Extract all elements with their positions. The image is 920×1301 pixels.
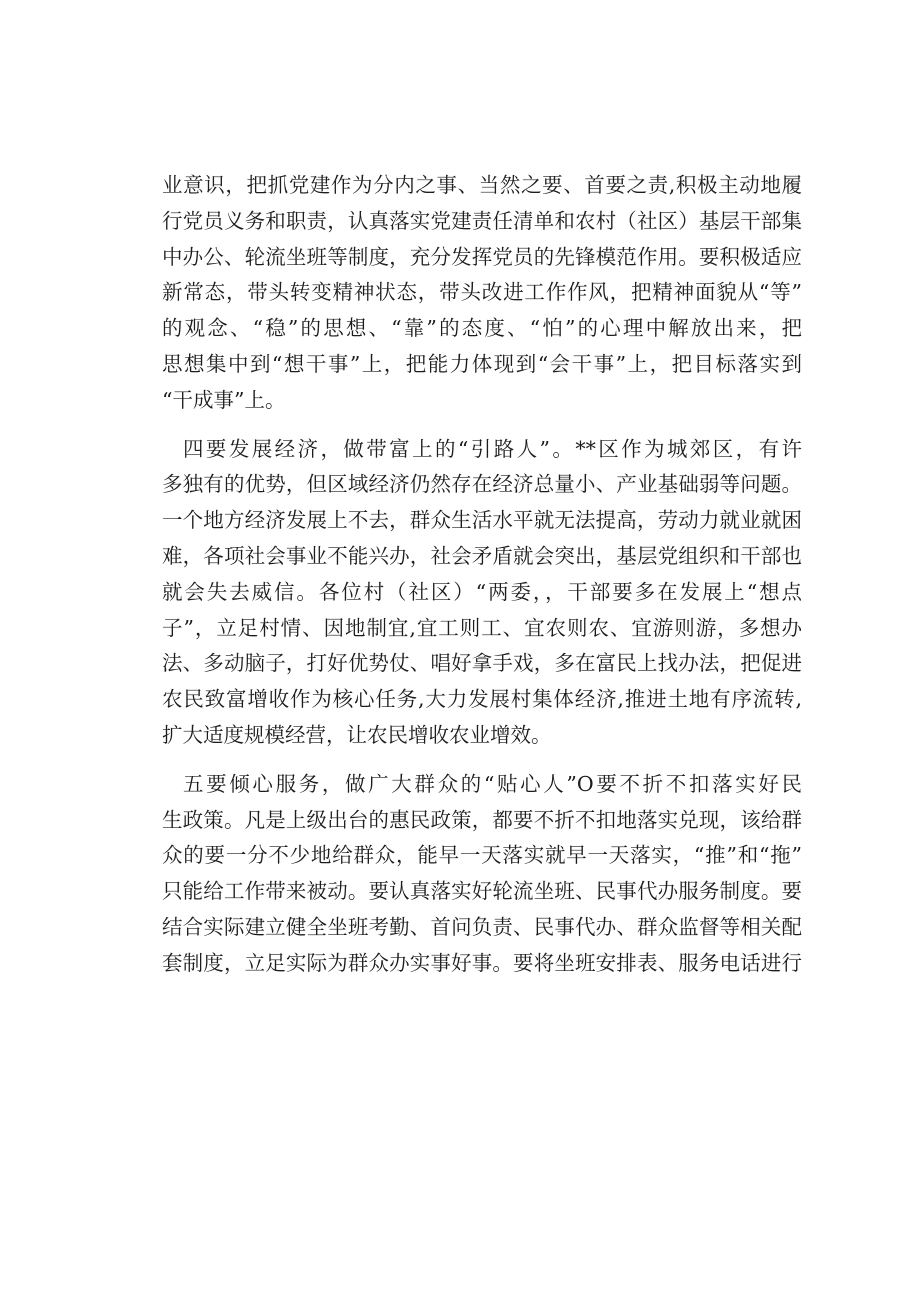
text-line: 只能给工作带来被动。要认真落实好轮流坐班、民事代办服务制度。要: [162, 879, 802, 904]
text-line: 扩大适度规模经营，让农民增收农业增效。: [162, 722, 552, 747]
text-line: 子”，立足村情、因地制宜,宜工则工、宜农则农、宜游则游，多想办: [162, 615, 802, 640]
paragraph-1: [162, 168, 802, 419]
text-line: 结合实际建立健全坐班考勤、首问负责、民事代办、群众监督等相关配: [162, 914, 802, 939]
paragraph-spacer: [162, 754, 802, 767]
text-line: 生政策。凡是上级出台的惠民政策，都要不折不扣地落实兑现，该给群: [162, 807, 802, 832]
paragraph-3: [162, 767, 802, 982]
text-line: 业意识，把抓党建作为分内之事、当然之要、首要之责,积极主动地履: [162, 173, 802, 197]
text-line: 四要发展经济，做带富上的“引路人”。**区作为城郊区，有许: [183, 436, 802, 461]
text-line: 五要倾心服务，做广大群众的“贴心人”O要不折不扣落实好民: [183, 771, 802, 796]
text-line: 众的要一分不少地给群众，能早一天落实就早一天落实，“推”和“拖”: [162, 843, 802, 868]
text-line: 的观念、“稳”的思想、“靠”的态度、“怕”的心理中解放出来，把: [162, 316, 802, 341]
text-line: 中办公、轮流坐班等制度，充分发挥党员的先锋模范作用。要积极适应: [162, 244, 802, 269]
paragraph-2: [162, 432, 802, 754]
text-line: 套制度，立足实际为群众办实事好事。要将坐班安排表、服务电话进行: [162, 950, 802, 975]
text-line: 新常态，带头转变精神状态，带头改进工作作风，把精神面貌从“等”: [162, 280, 802, 305]
text-line: 一个地方经济发展上不去，群众生活水平就无法提高，劳动力就业就困: [162, 508, 802, 533]
document-body: [162, 168, 802, 982]
text-line: 难，各项社会事业不能兴办，社会矛盾就会突出，基层党组织和干部也: [162, 543, 802, 568]
text-line: “干成事”上。: [162, 387, 286, 412]
text-line: 行党员义务和职责，认真落实党建责任清单和农村（社区）基层干部集: [162, 208, 802, 233]
text-line: 农民致富增收作为核心任务,大力发展村集体经济,推进土地有序流转,: [162, 687, 802, 712]
text-line: 多独有的优势，但区域经济仍然存在经济总量小、产业基础弱等问题。: [162, 472, 802, 497]
text-line: 法、多动脑子，打好优势仗、唱好拿手戏，多在富民上找办法，把促进: [162, 651, 802, 676]
text-line: 思想集中到“想干事”上，把能力体现到“会干事”上，把目标落实到: [162, 351, 802, 376]
text-line: 就会失去威信。各位村（社区）“两委，，干部要多在发展上“想点: [162, 579, 802, 604]
paragraph-spacer: [162, 419, 802, 432]
